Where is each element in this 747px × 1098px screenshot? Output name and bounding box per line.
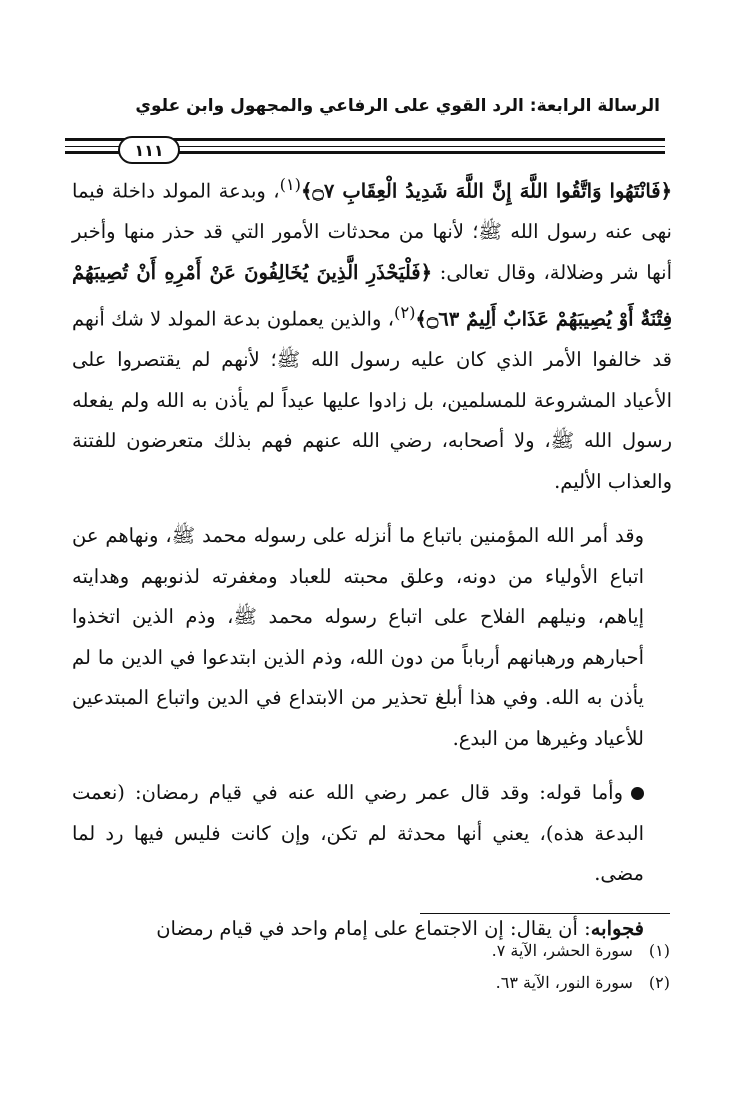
paragraph-3-text: وأما قوله: وقد قال عمر رضي الله عنه في قيام رمضان: (نعمت البدعة هذه)، يعني أنها محدثة لم تكن، وإن كانت فليس فيها رد لما مضى. (72, 781, 644, 885)
running-header (90, 96, 660, 116)
quran-verse-2: ﴿فَلْيَحْذَرِ الَّذِينَ يُخَالِفُونَ عَنْ أَمْرِهِ أَنْ تُصِيبَهُمْ فِتْنَةٌ أَوْ يُصِيبَهُمْ عَذَابٌ أَلِيمٌ ۝٦٣﴾ (72, 260, 673, 331)
footnote-ref-1: (١) (279, 175, 301, 194)
paragraph-2 (72, 516, 672, 759)
header-title: الرسالة الرابعة: الرد القوي على الرفاعي والمجهول وابن علوي (135, 96, 660, 116)
footnote-divider (420, 913, 670, 914)
footnotes (380, 935, 670, 999)
answer-lead: فجوابه (590, 916, 644, 940)
page-number (118, 136, 180, 164)
bullet-icon (631, 787, 644, 800)
paragraph-2-text: وقد أمر الله المؤمنين باتباع ما أنزله على رسوله محمد ﷺ، ونهاهم عن اتباع الأولياء من دونه، وعلق محبته للعباد ومغفرته لذنوبهم وهدايته إياهم، ونيلهم الفلاح على اتباع رسوله محمد ﷺ، وذم الذين اتخذوا أحبارهم ورهبانهم أرباباً من دون الله، وذم الذين ابتدعوا في الدين ما لم يأذن به الله. وفي هذا أبلغ تحذير من الابتداع في الدين واتباع المبتدعين للأعياد وغيرها من البدع. (72, 524, 644, 750)
footnote-1-number: (١) (648, 941, 670, 960)
footnote-2 (380, 967, 670, 999)
footnote-2-number: (٢) (648, 973, 670, 992)
footnote-ref-2: (٢) (394, 303, 416, 322)
footnote-2-text: سورة النور، الآية ٦٣. (495, 973, 633, 992)
paragraph-1-text-b: ، والذين يعملون بدعة المولد لا شك أنهم قد خالفوا الأمر الذي كان عليه رسول الله ﷺ؛ لأنهم لم يقتصروا على الأعياد المشروعة للمسلمين، بل زادوا عليها عيداً لم يأذن به الله ولم يفعله رسول الله ﷺ، ولا أصحابه، رضي الله عنهم فهم بذلك متعرضون للفتنة والعذاب الأليم. (72, 307, 672, 493)
quran-verse-1: ﴿فَانْتَهُوا وَاتَّقُوا اللَّهَ إِنَّ اللَّهَ شَدِيدُ الْعِقَابِ ۝٧﴾ (300, 179, 673, 203)
paragraph-4-text: : أن يقال: إن الاجتماع على إمام واحد في قيام رمضان (156, 916, 591, 940)
footnote-1-text: سورة الحشر، الآية ٧. (491, 941, 633, 960)
footnote-1 (380, 935, 670, 967)
paragraph-1-text-a: ، وبدعة المولد داخلة فيما نهى عنه رسول الله ﷺ؛ لأنها من محدثات الأمور التي قد حذر منها وأخبر أنها شر وضلالة، وقال تعالى: (72, 179, 673, 284)
paragraph-3 (72, 773, 672, 895)
page-number-text: ١١١ (134, 140, 164, 160)
main-text (72, 165, 672, 949)
paragraph-1 (72, 165, 672, 502)
